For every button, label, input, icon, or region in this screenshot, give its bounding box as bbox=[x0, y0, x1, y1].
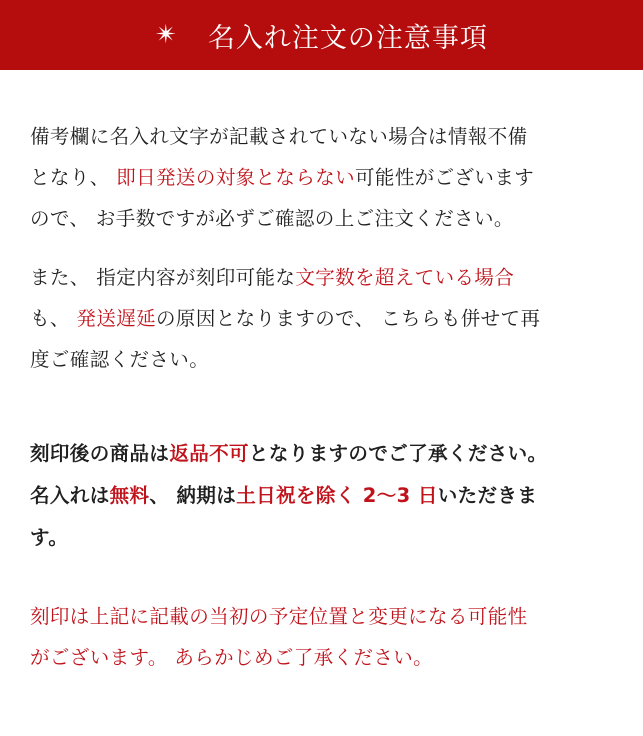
text-segment: の原因となりますので、 こちらも併せて再 bbox=[156, 307, 541, 330]
text-line bbox=[30, 433, 643, 475]
notice-paragraph-memo bbox=[30, 116, 643, 239]
text-line: ので、 お手数ですが必ずご確認の上ご注文ください。 bbox=[30, 207, 514, 230]
notice-paragraph-returns bbox=[30, 433, 643, 559]
text-line: す。 bbox=[30, 526, 69, 549]
text-segment: 名入れは bbox=[30, 484, 110, 507]
notice-paragraph-char-limit bbox=[30, 257, 643, 380]
star-icon: ✴ bbox=[155, 20, 178, 50]
text-line: 備考欄に名入れ文字が記載されていない場合は情報不備 bbox=[30, 125, 528, 148]
highlight-text: 発送遅延 bbox=[76, 307, 157, 330]
text-segment: また、 指定内容が刻印可能な bbox=[30, 266, 296, 289]
text-line: 刻印は上記に記載の当初の予定位置と変更になる可能性 bbox=[30, 605, 528, 628]
highlight-text: 返品不可 bbox=[169, 442, 249, 465]
notice-content bbox=[0, 116, 643, 678]
header-banner bbox=[0, 0, 643, 70]
text-line: がございます。 あらかじめご了承ください。 bbox=[30, 646, 434, 669]
text-line bbox=[30, 298, 643, 339]
text-segment: いただきま bbox=[437, 484, 538, 507]
highlight-text: 文字数を超えている場合 bbox=[295, 266, 515, 289]
text-line bbox=[30, 475, 643, 517]
text-segment: となり、 bbox=[30, 166, 110, 189]
highlight-text: 無料 bbox=[109, 484, 150, 507]
text-segment: 可能性がございます bbox=[355, 166, 535, 189]
page-title: 名入れ注文の注意事項 bbox=[207, 22, 488, 54]
text-line bbox=[30, 157, 643, 198]
highlight-text: 即日発送の対象とならない bbox=[116, 166, 356, 189]
text-segment: 刻印後の商品は bbox=[30, 442, 170, 465]
text-segment: 、 納期は bbox=[149, 484, 237, 507]
text-line: 度ご確認ください。 bbox=[30, 348, 210, 371]
text-segment: となりますのでご了承ください。 bbox=[248, 442, 548, 465]
text-segment: も、 bbox=[30, 307, 70, 330]
highlight-text: 土日祝を除く 2～3 日 bbox=[236, 484, 438, 507]
text-line bbox=[30, 257, 643, 298]
notice-paragraph-position bbox=[30, 596, 643, 678]
